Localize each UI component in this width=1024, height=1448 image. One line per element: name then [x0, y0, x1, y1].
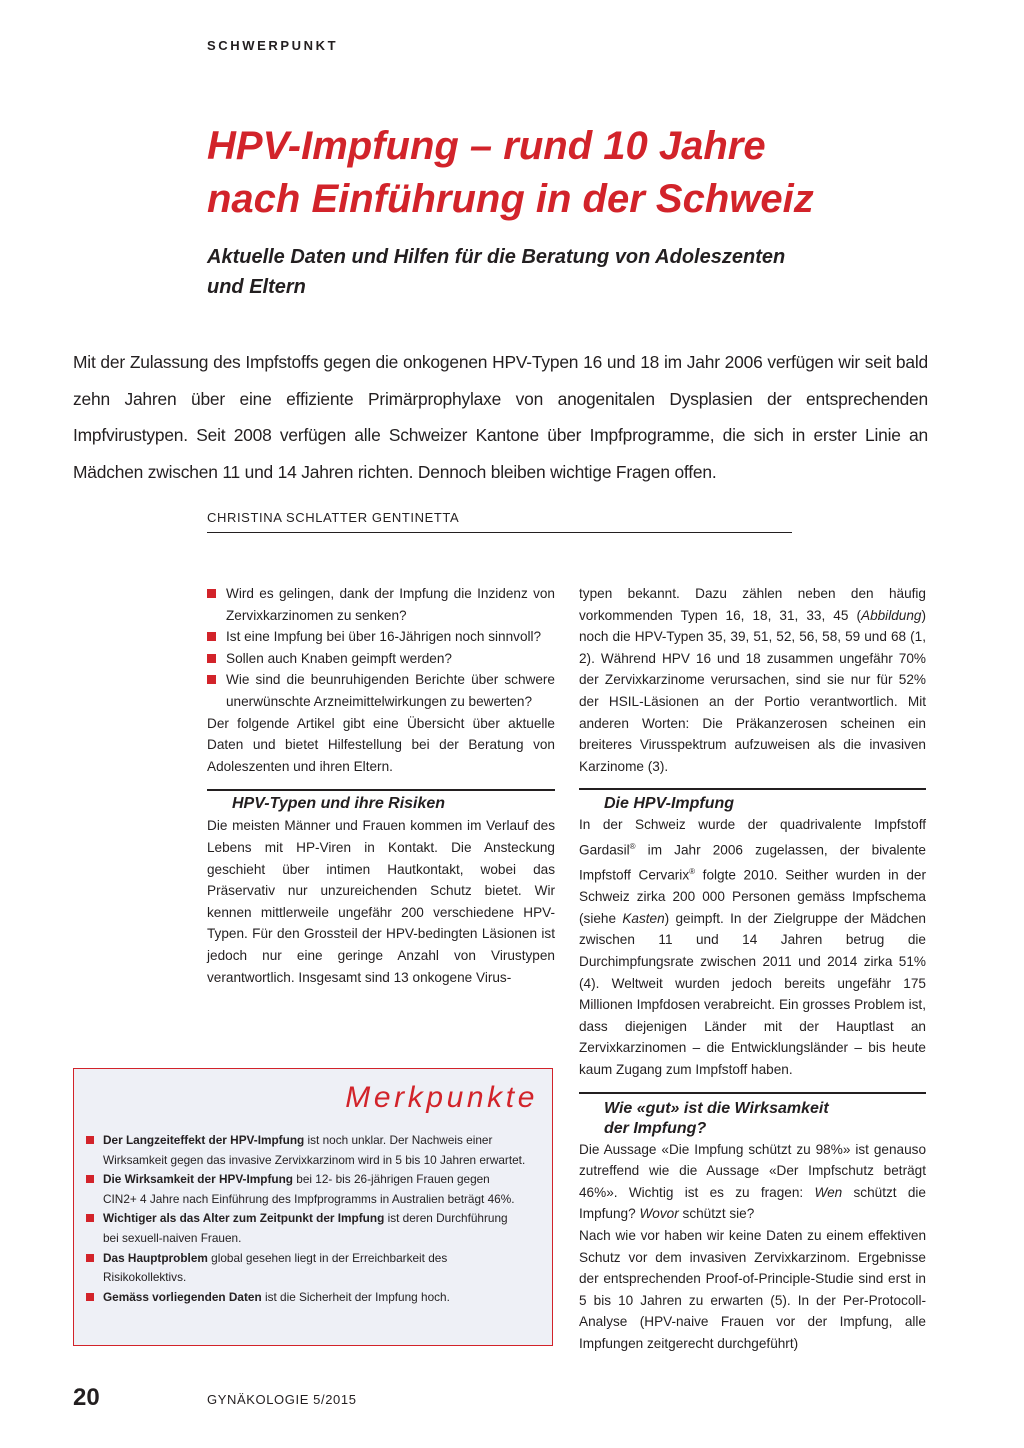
bullet-square-icon [86, 1136, 94, 1144]
intro-paragraph: Der folgende Artikel gibt eine Übersicht über aktuelle Daten und bietet Hilfestellung bei der Beratung von Adoleszenten und ihren Eltern. [207, 715, 555, 774]
text-segment: typen bekannt. Dazu zählen neben den häufig vorkommenden Typen 16, 18, 31, 33, 45 ( [579, 586, 926, 623]
bullet-square-icon [86, 1214, 94, 1222]
question-text: Wie sind die beunruhigenden Berichte über schwere unerwünschte Arzneimittelwirkungen zu bewerten? [226, 672, 555, 709]
question-list [207, 583, 555, 713]
text-segment: In der Schweiz wurde der quadrivalente Impfstoff Gardasil [579, 817, 926, 858]
author-byline: CHRISTINA SCHLATTER GENTINETTA [207, 510, 460, 525]
emphasis: Wen [814, 1184, 843, 1200]
box-reference: Kasten [622, 910, 665, 926]
key-point-lead: Wichtiger als das Alter zum Zeitpunkt der Impfung [103, 1211, 385, 1226]
paragraph-data: Nach wie vor haben wir keine Daten zu einem effektiven Schutz vor dem invasiven Zervixkarzinom. Ergebnisse der entsprechenden Proof-of-Principle-Studie sind erst in 5 bis 10 Jahren zu erwarten (5). In der Per-Protocoll-Analyse (HPV-naive Frauen vor der Impfung, alle Impfungen zeitgerecht durchgeführt) [579, 1227, 926, 1351]
registered-mark: ® [689, 867, 696, 877]
text-segment: Die Aussage «Die Impfung schützt zu 98%» ist genauso zutreffend wie die Aussage «Der Impfschutz beträgt 46%». Wichtig ist es zu fragen: [579, 1141, 926, 1200]
emphasis: Wovor [639, 1206, 679, 1222]
bullet-square-icon [86, 1175, 94, 1183]
merkpunkte-title: Merkpunkte [345, 1081, 538, 1114]
list-item [207, 626, 555, 648]
paragraph-impfung [579, 814, 926, 1080]
text-segment: schützt die Impfung? [579, 1184, 926, 1222]
key-point-lead: Die Wirksamkeit der HPV-Impfung [103, 1172, 293, 1187]
page-number: 20 [73, 1384, 100, 1411]
list-item [86, 1209, 526, 1248]
key-point-lead: Gemäss vorliegenden Daten [103, 1289, 262, 1304]
bullet-square-icon [207, 675, 216, 684]
lead-paragraph: Mit der Zulassung des Impfstoffs gegen die onkogenen HPV-Typen 16 und 18 im Jahr 2006 verfügen wir seit bald zehn Jahren über eine effiziente Primärprophylaxe von anogenitalen Dysplasien der entsprechenden Impfvirustypen. Seit 2008 verfügen alle Schweizer Kantone über Impfprogramme, die sich in erster Linie an Mädchen zwischen 11 und 14 Jahren richten. Dennoch bleiben wichtige Fragen offen. [73, 352, 928, 482]
key-point-text: ist noch unklar. Der Nachweis einer Wirksamkeit gegen das invasive Zervixkarzinom wird in 5 bis 10 Jahren erwartet. [103, 1133, 526, 1167]
figure-reference: Abbildung [861, 607, 922, 623]
text-segment: im Jahr 2006 zugelassen, der bivalente Impfstoff Cervarix [579, 842, 926, 883]
list-item [207, 583, 555, 626]
bullet-square-icon [207, 589, 216, 598]
list-item [86, 1249, 526, 1288]
text-segment: ) geimpft. In der Zielgruppe der Mädchen zwischen 11 und 14 Jahren betrug die Durchimpfungsrate zwischen 2011 und 2014 zirka 51% (4). Weltweit wurden jedoch bereits ungefähr 175 Millionen Impfdosen verabreicht. Ein grosses Problem ist, dass diejenigen Länder mit der Hauptlast an Zervixkarzinomen – die Entwicklungsländer – bis heute kaum Zugang zum Impfstoff haben. [579, 910, 926, 1077]
question-text: Ist eine Impfung bei über 16-Jährigen noch sinnvoll? [226, 629, 542, 645]
paragraph-hpv-types: Die meisten Männer und Frauen kommen im Verlauf des Lebens mit HP-Viren in Kontakt. Die Ansteckung geschieht über intimen Hautkontakt, wobei das Präservativ nur unzureichenden Schutz bietet. Wir kennen mittlerweile ungefähr 200 verschiedene HPV-Typen. Für den Grossteil der HPV-bedingten Läsionen ist jedoch nur eine geringe Anzahl von Virustypen verantwortlich. Insgesamt sind 13 onkogene Virus- [207, 818, 555, 985]
text-segment: folgte 2010. Seither wurden in der Schweiz zirka 200 000 Personen gemäss Impfschema (siehe [579, 867, 926, 926]
section-divider [207, 789, 555, 791]
section-divider [579, 1092, 926, 1094]
section-label: SCHWERPUNKT [207, 38, 339, 53]
article-title [207, 120, 987, 226]
list-item [207, 669, 555, 712]
key-point-text: global gesehen liegt in der Erreichbarkeit des Risikokollektivs. [103, 1250, 448, 1285]
merkpunkte-list [86, 1131, 526, 1307]
key-point-lead: Der Langzeiteffekt der HPV-Impfung [103, 1133, 305, 1147]
question-text: Wird es gelingen, dank der Impfung die Inzidenz von Zervixkarzinomen zu senken? [226, 586, 555, 623]
bullet-square-icon [86, 1293, 94, 1301]
heading-impfung: Die HPV-Impfung [604, 795, 735, 813]
author-divider [207, 532, 792, 533]
left-column [207, 583, 555, 988]
subtitle-line-2: und Eltern [207, 276, 306, 298]
key-point-lead: Das Hauptproblem [103, 1250, 208, 1265]
key-point-text: ist die Sicherheit der Impfung hoch. [261, 1289, 450, 1304]
paragraph-virus-types [579, 583, 926, 777]
list-item [207, 648, 555, 670]
question-text: Sollen auch Knaben geimpft werden? [226, 650, 452, 666]
text-segment: schützt sie? [678, 1206, 755, 1222]
list-item [86, 1131, 526, 1170]
heading-wirksamkeit [604, 1099, 926, 1139]
subtitle-line-1: Aktuelle Daten und Hilfen für die Beratung von Adoleszenten [207, 246, 786, 268]
heading-line: der Impfung? [604, 1119, 707, 1137]
section-divider [579, 788, 926, 790]
bullet-square-icon [207, 632, 216, 641]
registered-mark: ® [629, 841, 636, 851]
list-item [86, 1170, 526, 1209]
bullet-square-icon [207, 654, 216, 663]
text-segment: ) noch die HPV-Typen 35, 39, 51, 52, 56, 58, 59 und 68 (1, 2). Während HPV 16 und 18 zusammen ungefähr 70% der Zervixkarzinome verursachen, sind sie nur für 52% der HSIL-Läsionen an der Portio verantwortlich. Mit anderen Worten: Die Präkanzerosen scheinen ein breiteres Virusspektrum aufzuweisen als die invasiven Karzinome (3). [579, 607, 926, 774]
heading-line: Wie «gut» ist die Wirksamkeit [604, 1099, 829, 1117]
merkpunkte-box [73, 1068, 553, 1346]
right-column [579, 583, 926, 1354]
bullet-square-icon [86, 1254, 94, 1262]
paragraph-wirksamkeit [579, 1139, 926, 1225]
list-item [86, 1288, 526, 1308]
title-line-2: nach Einführung in der Schweiz [207, 177, 814, 221]
article-subtitle [207, 242, 907, 302]
key-point-text: ist deren Durchführung bei sexuell-naiven Frauen. [103, 1211, 508, 1245]
journal-issue: GYNÄKOLOGIE 5/2015 [207, 1392, 357, 1407]
title-line-1: HPV-Impfung – rund 10 Jahre [207, 124, 766, 168]
key-point-text: bei 12- bis 26-jährigen Frauen gegen CIN2+ 4 Jahre nach Einführung des Impfprogramms in Australien beträgt 46%. [103, 1172, 515, 1206]
heading-hpv-types: HPV-Typen und ihre Risiken [232, 795, 446, 813]
